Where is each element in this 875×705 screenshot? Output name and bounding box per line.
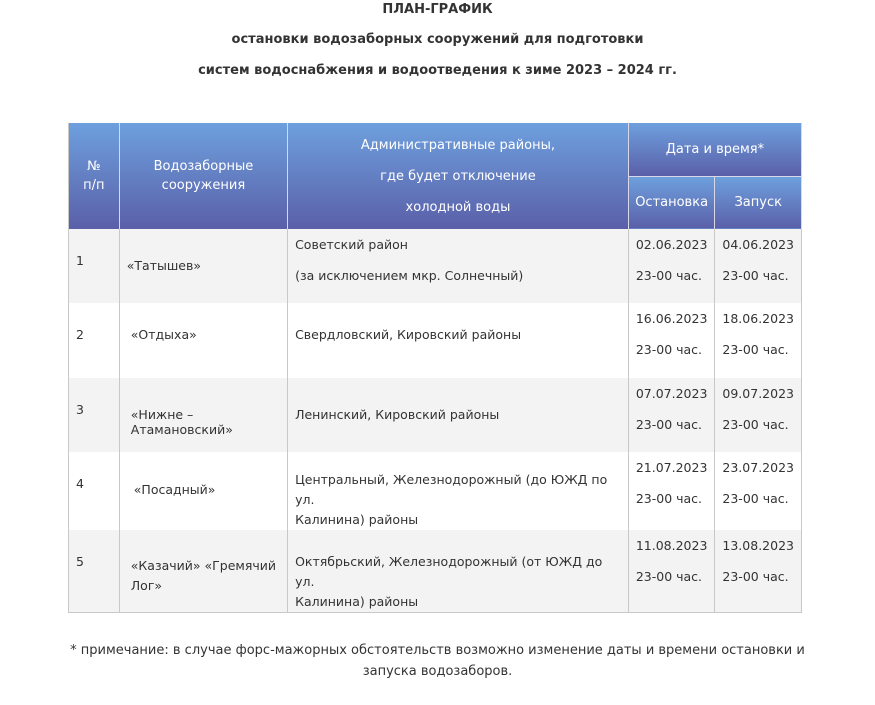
header-num-label: № п/п: [83, 159, 105, 193]
row-number: 5: [69, 530, 120, 613]
row-start-date: 13.08.2023: [722, 538, 794, 553]
row-stop-time: 23-00 час.: [635, 417, 703, 432]
row-district-line1: Советский район: [295, 237, 408, 252]
footnote-line1: * примечание: в случае форс-мажорных обстоятельств возможно изменение даты и времени остановки и: [70, 643, 805, 658]
row-district-line2: Калинина) районы: [295, 594, 419, 609]
row-start-date: 18.06.2023: [722, 311, 794, 326]
row-start: [715, 303, 802, 378]
row-number: 1: [69, 229, 120, 303]
row-district: [288, 229, 629, 303]
row-number: 3: [69, 378, 120, 452]
row-stop-date: 16.06.2023: [635, 311, 708, 326]
row-facility: «Посадный»: [119, 452, 287, 530]
row-start: [715, 530, 802, 613]
header-num: [69, 123, 120, 229]
row-start: [715, 378, 802, 452]
row-district-line1: Октябрьский, Железнодорожный (от ЮЖД до ул.: [295, 554, 603, 589]
row-stop-date: 21.07.2023: [635, 460, 708, 475]
row-start-time: 23-00 час.: [722, 569, 789, 584]
header-start: Запуск: [715, 176, 802, 229]
header-districts-line3: холодной воды: [405, 199, 511, 215]
row-facility: «Татышев»: [119, 229, 287, 303]
plan-subtitle-line1: остановки водозаборных сооружений для подготовки: [231, 32, 644, 47]
row-facility: «Казачий» «Гремячий Лог»: [119, 530, 287, 613]
row-district-line1: Центральный, Железнодорожный (до ЮЖД по ул.: [295, 472, 608, 507]
header-facility-label: Водозаборные сооружения: [153, 159, 254, 193]
header-districts-line2: где будет отключение: [380, 168, 536, 184]
row-stop: [628, 530, 715, 613]
row-district-line1: Ленинский, Кировский районы: [295, 407, 500, 422]
row-stop: [628, 378, 715, 452]
row-district: [288, 530, 629, 613]
footnote: [0, 640, 875, 682]
row-start-date: 23.07.2023: [722, 460, 794, 475]
row-stop: [628, 303, 715, 378]
row-stop: [628, 452, 715, 530]
footnote-line2: запуска водозаборов.: [362, 664, 513, 679]
row-facility: «Отдыха»: [119, 303, 287, 378]
row-stop-date: 11.08.2023: [635, 538, 708, 553]
row-stop-date: 07.07.2023: [635, 386, 708, 401]
header-districts-line1: Административные районы,: [360, 137, 556, 153]
row-district-line2: (за исключением мкр. Солнечный): [295, 268, 524, 283]
row-stop-date: 02.06.2023: [635, 237, 708, 252]
row-start-time: 23-00 час.: [722, 417, 789, 432]
row-start-date: 09.07.2023: [722, 386, 794, 401]
row-district: [288, 452, 629, 530]
row-district-line1: Свердловский, Кировский районы: [295, 327, 522, 342]
header-stop: Остановка: [628, 176, 715, 229]
row-start: [715, 452, 802, 530]
table-row: [69, 530, 802, 613]
plan-title: ПЛАН-ГРАФИК: [382, 2, 493, 17]
header-districts: [288, 123, 629, 229]
row-start-time: 23-00 час.: [722, 268, 789, 283]
row-start-time: 23-00 час.: [722, 491, 789, 506]
table-row: [69, 452, 802, 530]
schedule-table: [68, 123, 802, 613]
table-row: [69, 303, 802, 378]
row-start-time: 23-00 час.: [722, 342, 789, 357]
row-stop-time: 23-00 час.: [635, 491, 703, 506]
row-stop-time: 23-00 час.: [635, 342, 703, 357]
row-facility: «Нижне –Атамановский»: [119, 378, 287, 452]
row-stop-time: 23-00 час.: [635, 268, 703, 283]
row-stop-time: 23-00 час.: [635, 569, 703, 584]
row-start: [715, 229, 802, 303]
header-facility: [119, 123, 287, 229]
row-start-date: 04.06.2023: [722, 237, 794, 252]
row-number: 4: [69, 452, 120, 530]
row-district-line2: Калинина) районы: [295, 512, 419, 527]
row-district: [288, 303, 629, 378]
table-row: [69, 378, 802, 452]
row-number: 2: [69, 303, 120, 378]
row-stop: [628, 229, 715, 303]
table-row: [69, 229, 802, 303]
header-datetime: Дата и время*: [628, 123, 801, 176]
row-district: [288, 378, 629, 452]
plan-subtitle-line2: систем водоснабжения и водоотведения к зиме 2023 – 2024 гг.: [198, 63, 677, 78]
